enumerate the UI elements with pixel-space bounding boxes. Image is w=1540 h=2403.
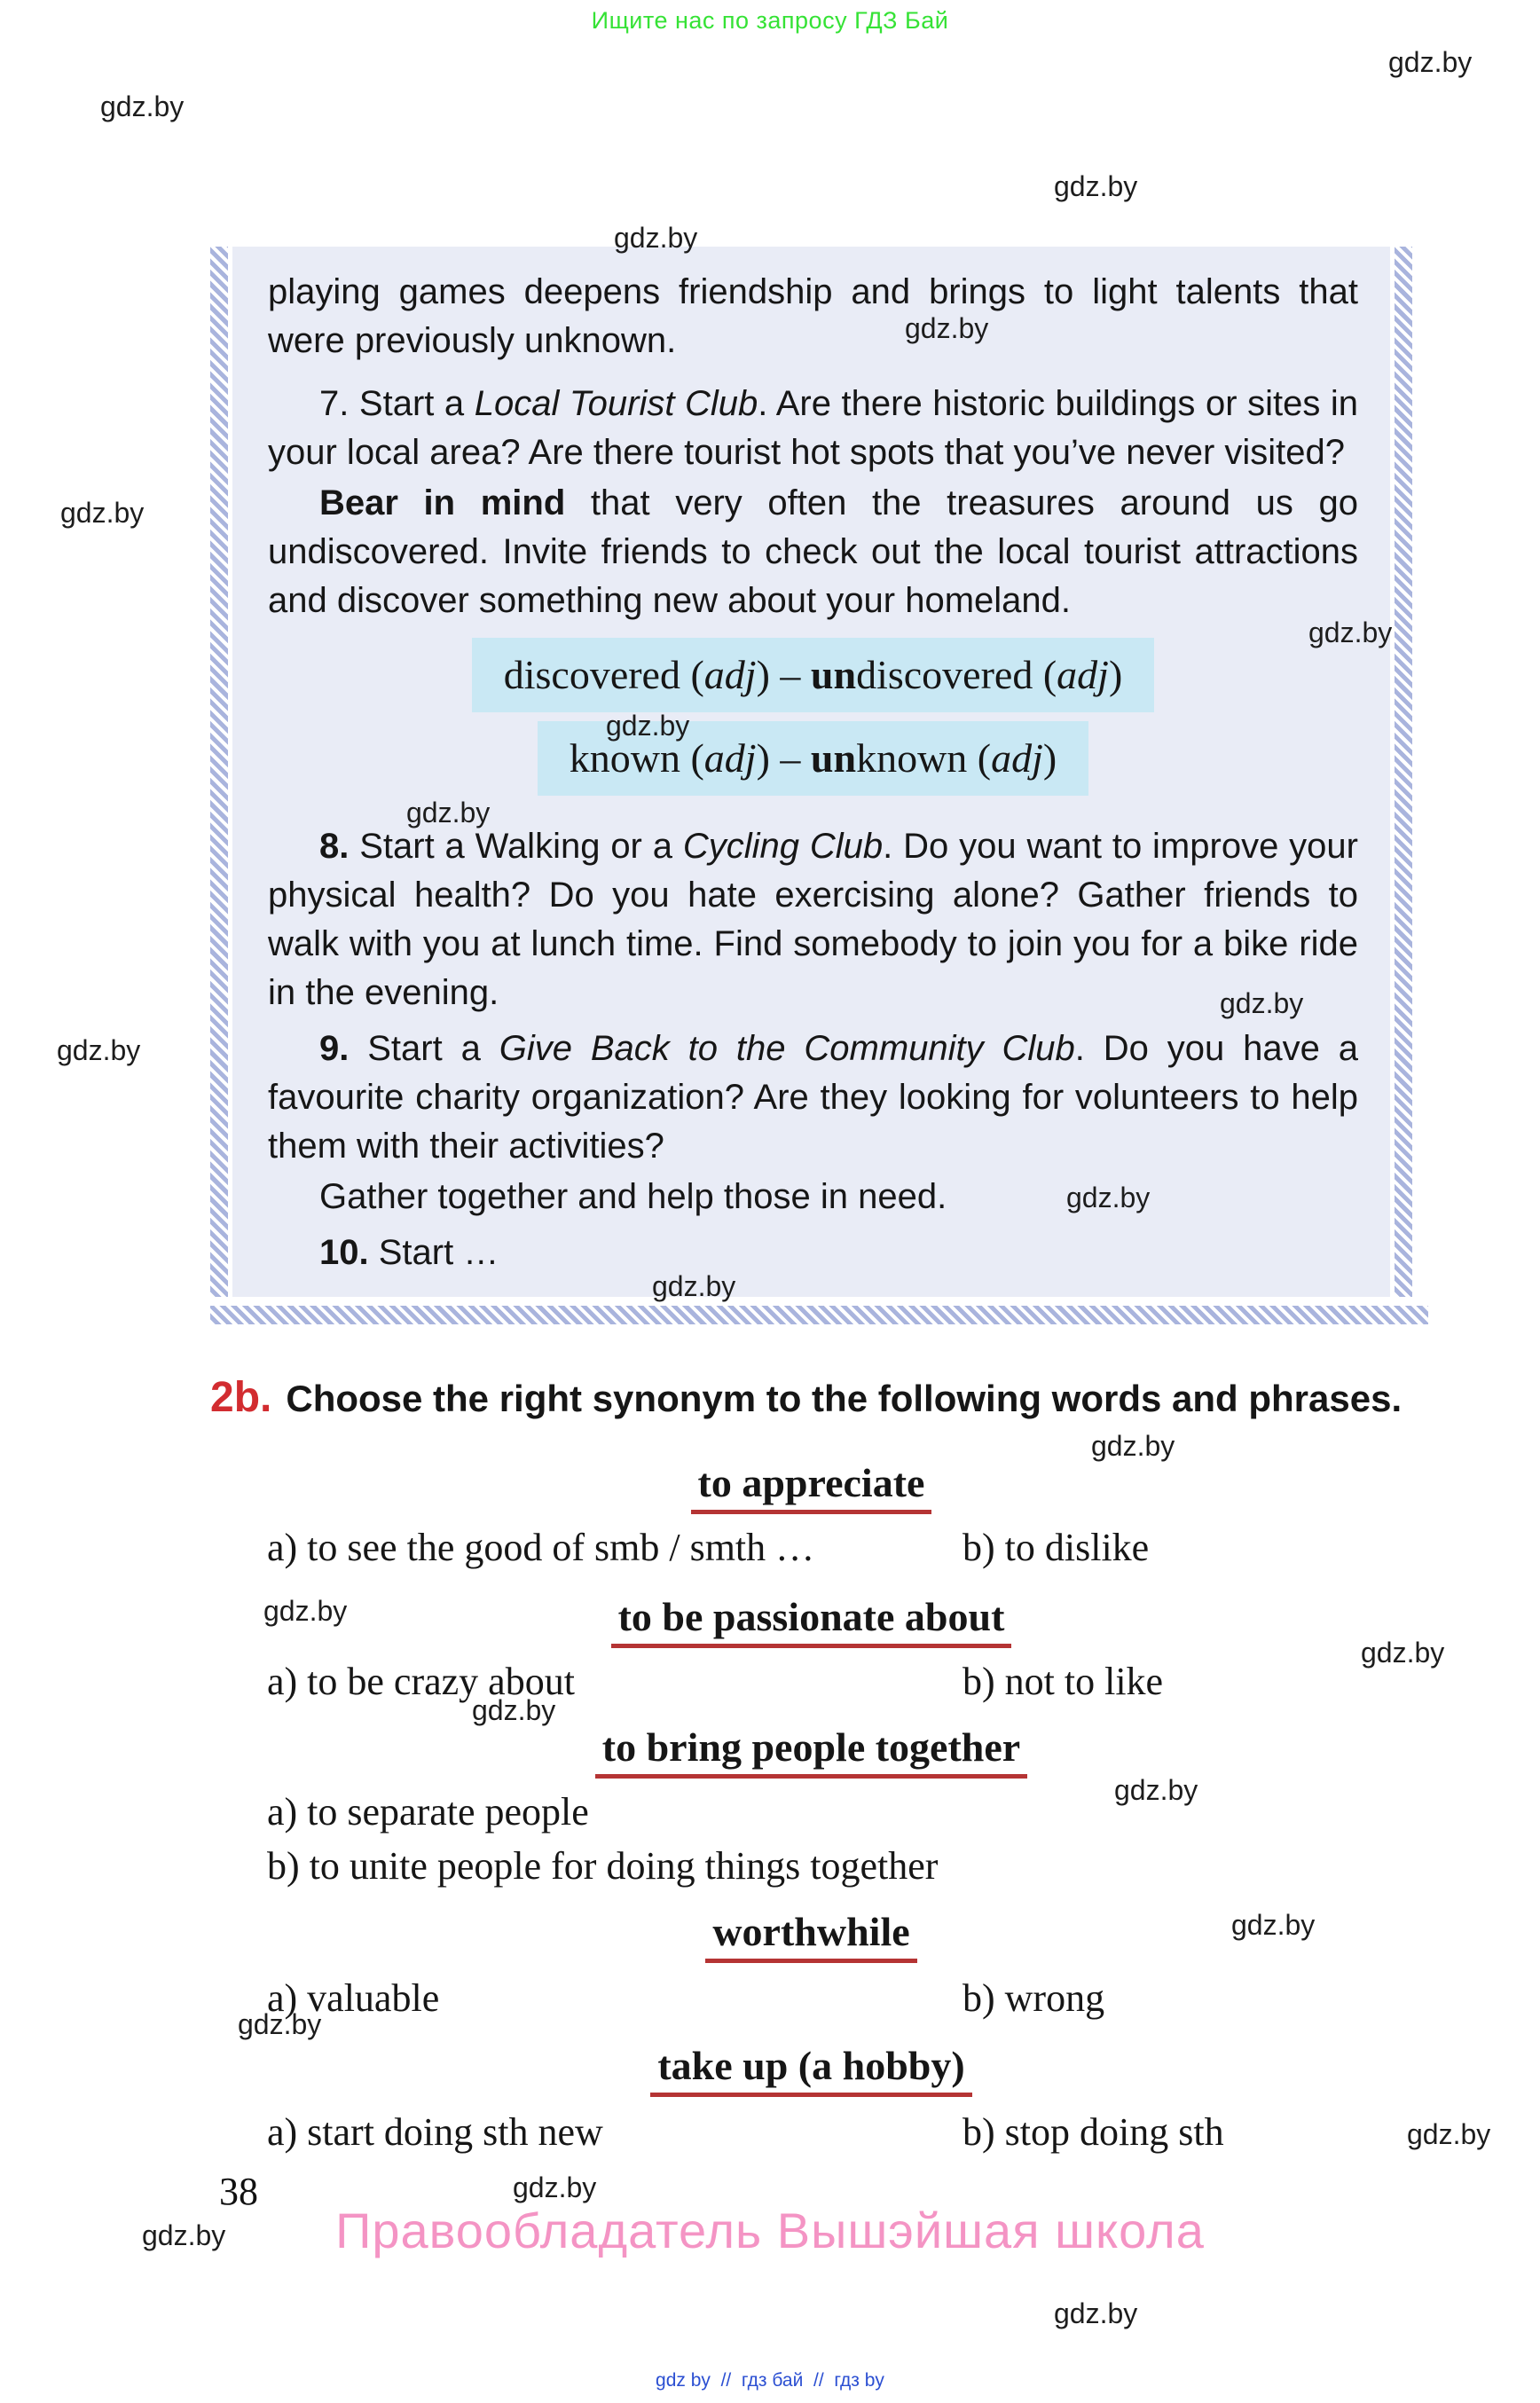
text-segment: un: [810, 652, 857, 697]
options-row: [210, 1787, 1412, 1890]
text-segment: that very often the treasures around us go undiscovered. Invite friends to check out the local tourist attractions and discover something new about your homeland.: [268, 483, 1359, 620]
text-segment: un: [810, 735, 857, 781]
text-segment: Cycling Club: [682, 827, 884, 866]
text-segment: . Do you have a favourite charity organization? Are they looking for volunteers to help them with their activities?: [268, 1029, 1359, 1166]
text-segment: Start a: [349, 1029, 499, 1068]
synonym-headword-row: [210, 1461, 1412, 1514]
text-segment: ): [1108, 652, 1123, 697]
synonym-group: [210, 1595, 1412, 1706]
synonym-headword: to bring people together: [595, 1725, 1027, 1779]
exercise-instruction: Choose the right synonym to the following words and phrases.: [286, 1378, 1402, 1419]
text-segment: 9.: [319, 1029, 350, 1068]
options-row: [210, 1657, 1412, 1706]
text-segment: 10.: [319, 1233, 369, 1272]
text-segment: Bear in mind: [319, 483, 566, 522]
option-a: a) to be crazy about: [267, 1660, 575, 1703]
synonym-headword: to appreciate: [691, 1461, 932, 1514]
reading-box-content: [232, 247, 1393, 1297]
text-segment: discovered (: [856, 652, 1057, 697]
option-b: b) not to like: [962, 1660, 1164, 1703]
text-segment: ): [1042, 735, 1057, 781]
option-a: a) start doing sth new: [267, 2110, 603, 2154]
text-segment: . Do you want to improve your physical health? Do you hate exercising alone? Gather friends to walk with you at lunch time. Find somebody to join you for a bike ride in the evening.: [268, 827, 1358, 1012]
watermark: gdz.by: [472, 1694, 556, 1726]
footer-links: gdz by // гдз бай // гдз by: [656, 2370, 884, 2391]
synonym-headword: worthwhile: [705, 1910, 916, 1963]
box-paragraph: [268, 268, 1358, 365]
text-segment: Start a Walking or a: [349, 827, 683, 866]
synonym-headword-row: [210, 1595, 1412, 1648]
synonym-headword-row: [210, 1725, 1412, 1779]
watermark: gdz.by: [1361, 1637, 1445, 1669]
watermark: gdz.by: [513, 2171, 597, 2203]
option-a: a) to separate people: [267, 1790, 589, 1834]
synonym-group: [210, 2044, 1412, 2156]
exercise-2b: [210, 1373, 1412, 2156]
watermark: gdz.by: [57, 1034, 141, 1066]
watermark: gdz.by: [1054, 170, 1138, 202]
text-segment: playing games deepens friendship and brings to light talents that were previously unknown.: [268, 272, 1358, 360]
option-b: b) to unite people for doing things together: [267, 1844, 939, 1888]
watermark: gdz.by: [142, 2219, 226, 2251]
watermark: gdz.by: [614, 222, 698, 254]
hatch-border-right: [1395, 247, 1412, 1297]
text-segment: known (: [569, 735, 704, 781]
option-a: a) valuable: [267, 1976, 440, 2020]
watermark: gdz.by: [1054, 2297, 1138, 2329]
exercise-number: 2b.: [210, 1374, 272, 1421]
box-paragraph: [268, 1025, 1358, 1171]
watermark: gdz.by: [1407, 2118, 1491, 2150]
options-row: [210, 1974, 1412, 2022]
text-segment: . Are there historic buildings or sites in your local area? Are there tourist hot spots that you’ve never visited?: [268, 384, 1358, 472]
copyright-line: Правообладатель Вышэйшая школа: [335, 2203, 1205, 2258]
hatch-border-bottom: [210, 1306, 1428, 1324]
page-number: 38: [219, 2170, 258, 2213]
option-a: a) to see the good of smb / smth …: [267, 1526, 815, 1569]
box-paragraph: [268, 479, 1358, 625]
synonym-headword: to be passionate about: [611, 1595, 1012, 1648]
exercise-header: [210, 1373, 1412, 1422]
synonym-group: [210, 1461, 1412, 1572]
text-segment: Gather together and help those in need.: [319, 1177, 947, 1216]
options-row: [210, 2108, 1412, 2156]
watermark: gdz.by: [1066, 1182, 1151, 1213]
synonym-group: [210, 1725, 1412, 1890]
text-segment: ) –: [756, 652, 811, 697]
box-paragraph: [268, 380, 1358, 477]
text-segment: Local Tourist Club: [474, 384, 758, 423]
watermark: gdz.by: [238, 2008, 322, 2040]
reading-box: [210, 247, 1412, 1297]
text-segment: Start …: [368, 1233, 499, 1272]
watermark: gdz.by: [1220, 987, 1304, 1019]
watermark: gdz.by: [263, 1595, 348, 1627]
synonym-groups: [210, 1461, 1412, 2156]
text-segment: adj: [703, 652, 757, 697]
watermark: gdz.by: [652, 1270, 736, 1302]
vocab-box: [472, 638, 1155, 712]
box-paragraph: [268, 1229, 1358, 1277]
option-b: b) wrong: [962, 1976, 1105, 2020]
watermark: gdz.by: [60, 497, 145, 529]
watermark: gdz.by: [1114, 1774, 1198, 1806]
text-segment: adj: [1057, 652, 1109, 697]
text-segment: ) –: [756, 735, 811, 781]
vocab-highlight-row: [268, 721, 1358, 796]
text-segment: adj: [991, 735, 1043, 781]
box-paragraph: [268, 822, 1358, 1017]
text-segment: discovered (: [503, 652, 704, 697]
watermark: gdz.by: [406, 797, 491, 828]
vocab-highlight-row: [268, 638, 1358, 712]
text-segment: adj: [703, 735, 757, 781]
synonym-headword: take up (a hobby): [650, 2044, 971, 2097]
option-b: b) to dislike: [962, 1526, 1150, 1569]
text-segment: Give Back to the Community Club: [499, 1029, 1075, 1068]
promo-note: Ищите нас по запросу ГДЗ Бай: [591, 7, 949, 34]
text-segment: 7. Start a: [319, 384, 475, 423]
watermark: gdz.by: [606, 710, 690, 742]
text-segment: known (: [856, 735, 992, 781]
box-paragraph: [268, 1173, 1358, 1221]
watermark: gdz.by: [1091, 1430, 1175, 1462]
watermark: gdz.by: [905, 312, 989, 344]
options-row: [210, 1523, 1412, 1572]
watermark: gdz.by: [1308, 616, 1393, 648]
watermark: gdz.by: [100, 90, 185, 122]
option-b: b) stop doing sth: [962, 2110, 1224, 2154]
hatch-border-left: [210, 247, 228, 1297]
synonym-headword-row: [210, 2044, 1412, 2097]
watermark: gdz.by: [1388, 46, 1473, 78]
text-segment: 8.: [319, 827, 350, 866]
watermark: gdz.by: [1231, 1909, 1316, 1941]
